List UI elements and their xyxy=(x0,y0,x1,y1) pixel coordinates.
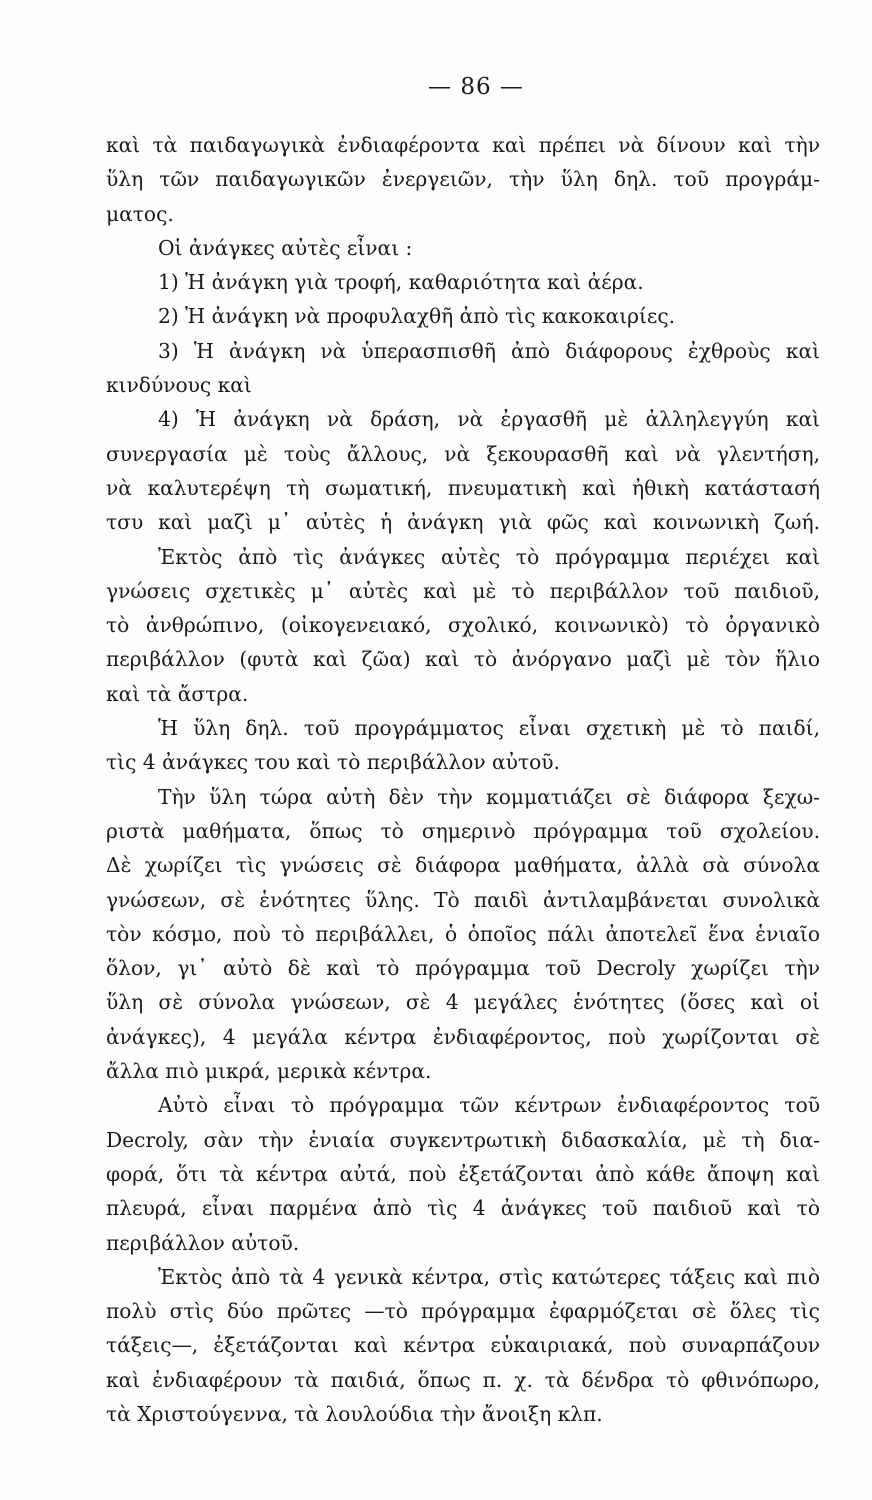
text-line: Δὲ χωρίζει τὶς γνώσεις σὲ διάφορα μαθήματα, ἀλλὰ σὰ σύνολα xyxy=(106,853,820,878)
text-line: καὶ τὰ ἄστρα. xyxy=(106,681,249,706)
text-line: Ἡ ὕλη δηλ. τοῦ προγράμματος εἶναι σχετικὴ μὲ τὸ παιδί, xyxy=(158,716,820,741)
text-line: κινδύνους καὶ xyxy=(106,373,252,398)
text-line: νὰ καλυτερέψη τὴ σωματική, πνευματικὴ καὶ ἠθικὴ κατάστασή xyxy=(106,475,820,500)
text-line: γνώσεων, σὲ ἑνότητες ὕλης. Τὸ παιδὶ ἀντιλαμβάνεται συνολικὰ xyxy=(106,887,820,912)
text-line: πλευρά, εἶναι παρμένα ἀπὸ τὶς 4 ἀνάγκες τοῦ παιδιοῦ καὶ τὸ xyxy=(106,1196,820,1221)
text-line: πολὺ στὶς δύο πρῶτες —τὸ πρόγραμμα ἐφαρμόζεται σὲ ὅλες τὶς xyxy=(106,1299,820,1324)
text-line: ὅλον, γι᾽ αὐτὸ δὲ καὶ τὸ πρόγραμμα τοῦ Decroly χωρίζει τὴν xyxy=(106,956,820,981)
text-line: ριστὰ μαθήματα, ὅπως τὸ σημερινὸ πρόγραμμα τοῦ σχολείου. xyxy=(106,818,820,843)
text-line: γνώσεις σχετικὲς μ᾽ αὐτὲς καὶ μὲ τὸ περιβάλλον τοῦ παιδιοῦ, xyxy=(106,578,820,603)
text-line: τάξεις—, ἐξετάζονται καὶ κέντρα εὐκαιριακά, ποὺ συναρπάζουν xyxy=(106,1333,820,1358)
text-line: 3) Ἡ ἀνάγκη νὰ ὑπερασπισθῆ ἀπὸ διάφορους ἐχθροὺς καὶ xyxy=(158,338,820,363)
text-line: ὕλη τῶν παιδαγωγικῶν ἐνεργειῶν, τὴν ὕλη δηλ. τοῦ προγράμ- xyxy=(106,167,820,192)
body-text xyxy=(106,128,820,1431)
text-line: τὸν κόσμο, ποὺ τὸ περιβάλλει, ὁ ὁποῖος πάλι ἀποτελεῖ ἕνα ἑνιαῖο xyxy=(106,921,820,946)
text-line: Αὐτὸ εἶναι τὸ πρόγραμμα τῶν κέντρων ἐνδιαφέροντος τοῦ xyxy=(158,1093,820,1118)
text-line: τὰ Χριστούγεννα, τὰ λουλούδια τὴν ἄνοιξη κλπ. xyxy=(106,1401,603,1426)
text-line: Decroly, σὰν τὴν ἑνιαία συγκεντρωτικὴ διδασκαλία, μὲ τὴ δια- xyxy=(106,1127,820,1152)
text-line: φορά, ὅτι τὰ κέντρα αὐτά, ποὺ ἐξετάζονται ἀπὸ κάθε ἄποψη καὶ xyxy=(106,1161,820,1186)
text-line: τὸ ἀνθρώπινο, (οἰκογενειακό, σχολικό, κοινωνικὸ) τὸ ὀργανικὸ xyxy=(106,613,820,638)
text-line: 2) Ἡ ἀνάγκη νὰ προφυλαχθῆ ἀπὸ τὶς κακοκαιρίες. xyxy=(158,304,676,329)
text-line: καὶ ἐνδιαφέρουν τὰ παιδιά, ὅπως π. χ. τὰ δένδρα τὸ φθινόπωρο, xyxy=(106,1367,820,1392)
text-line: ματος. xyxy=(106,201,174,226)
text-line: ἀνάγκες), 4 μεγάλα κέντρα ἐνδιαφέροντος, ποὺ χωρίζονται σὲ xyxy=(106,1024,820,1049)
text-line: συνεργασία μὲ τοὺς ἄλλους, νὰ ξεκουρασθῆ καὶ νὰ γλεντήση, xyxy=(106,441,820,466)
text-line: 1) Ἡ ἀνάγκη γιὰ τροφή, καθαριότητα καὶ ἀέρα. xyxy=(158,270,644,295)
text-line: Ἐκτὸς ἀπὸ τὶς ἀνάγκες αὐτὲς τὸ πρόγραμμα περιέχει καὶ xyxy=(158,544,820,569)
text-line: περιβάλλον αὐτοῦ. xyxy=(106,1230,300,1255)
text-line: 4) Ἡ ἀνάγκη νὰ δράση, νὰ ἐργασθῆ μὲ ἀλληλεγγύη καὶ xyxy=(158,407,820,432)
text-line: ὕλη σὲ σύνολα γνώσεων, σὲ 4 μεγάλες ἑνότητες (ὅσες καὶ οἱ xyxy=(106,990,820,1015)
text-line: ἄλλα πιὸ μικρά, μερικὰ κέντρα. xyxy=(106,1059,432,1084)
text-line: καὶ τὰ παιδαγωγικὰ ἐνδιαφέροντα καὶ πρέπει νὰ δίνουν καὶ τὴν xyxy=(106,133,820,157)
text-line: τὶς 4 ἀνάγκες του καὶ τὸ περιβάλλον αὐτοῦ. xyxy=(106,750,560,775)
text-line: τσυ καὶ μαζὶ μ᾽ αὐτὲς ἡ ἀνάγκη γιὰ φῶς καὶ κοινωνικὴ ζωή. xyxy=(106,510,820,535)
text-line: Ἐκτὸς ἀπὸ τὰ 4 γενικὰ κέντρα, στὶς κατώτερες τάξεις καὶ πιὸ xyxy=(158,1264,820,1289)
page-number: — 86 — xyxy=(428,74,524,100)
text-line: Τὴν ὕλη τώρα αὐτὴ δὲν τὴν κομματιάζει σὲ διάφορα ξεχω- xyxy=(158,784,820,809)
text-line: Οἱ ἀνάγκες αὐτὲς εἶναι : xyxy=(158,235,413,260)
text-line: περιβάλλον (φυτὰ καὶ ζῶα) καὶ τὸ ἀνόργανο μαζὶ μὲ τὸν ἥλιο xyxy=(106,647,820,672)
